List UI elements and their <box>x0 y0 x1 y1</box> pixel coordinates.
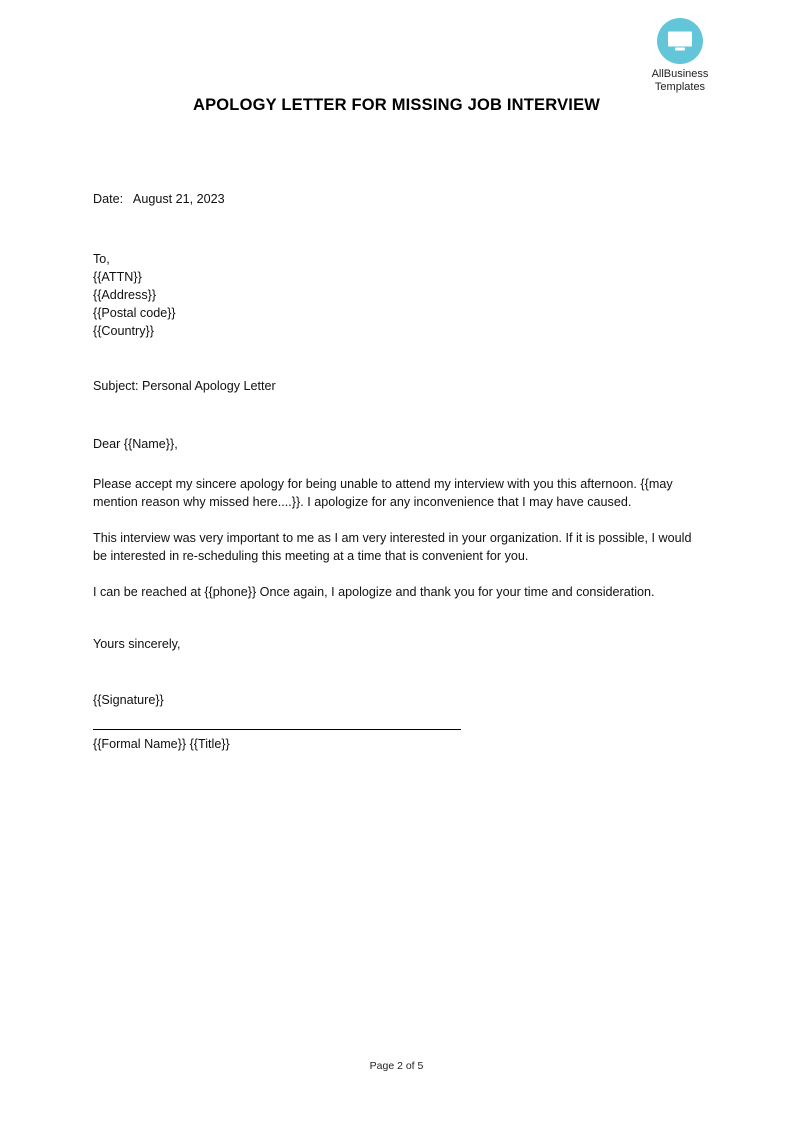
salutation: Dear {{Name}}, <box>93 437 178 451</box>
monitor-icon <box>657 18 703 64</box>
address-postal-code: {{Postal code}} <box>93 306 176 320</box>
closing: Yours sincerely, <box>93 637 181 651</box>
monitor-icon-glyph <box>668 32 692 51</box>
subject-line: Subject: Personal Apology Letter <box>93 379 276 393</box>
paragraph-3: I can be reached at {{phone}} Once again, I apologize and thank you for your time and consideration. <box>93 585 655 599</box>
date-label: Date: <box>93 192 124 206</box>
monitor-stand <box>675 48 685 51</box>
address-attn: {{ATTN}} <box>93 270 142 284</box>
recipient-address-block <box>93 250 708 340</box>
formal-name: {{Formal Name}} {{Title}} <box>93 737 230 751</box>
address-to-label: To, <box>93 252 110 266</box>
page-title: APOLOGY LETTER FOR MISSING JOB INTERVIEW <box>192 96 601 114</box>
paragraph-1: Please accept my sincere apology for being unable to attend my interview with you this afternoon. {{may mention reason why missed here....}}. I apologize for any inconvenience that I may have caused. <box>93 477 673 509</box>
address-street: {{Address}} <box>93 288 157 302</box>
date-line <box>93 190 708 208</box>
signature-placeholder: {{Signature}} <box>93 693 164 707</box>
logo-text-line1: AllBusiness <box>651 68 709 80</box>
allbusiness-templates-logo <box>625 18 735 94</box>
address-country: {{Country}} <box>93 324 154 338</box>
letter-body <box>93 190 708 753</box>
paragraph-2: This interview was very important to me as I am very interested in your organization. If it is possible, I would be interested in re-scheduling this meeting at a time that is convenient for you. <box>93 531 692 563</box>
logo-text-line2: Templates <box>654 81 706 93</box>
date-value: August 21, 2023 <box>132 192 225 206</box>
monitor-screen <box>668 32 692 47</box>
page-indicator: Page 2 of 5 <box>369 1060 424 1072</box>
signature-line <box>93 729 461 730</box>
